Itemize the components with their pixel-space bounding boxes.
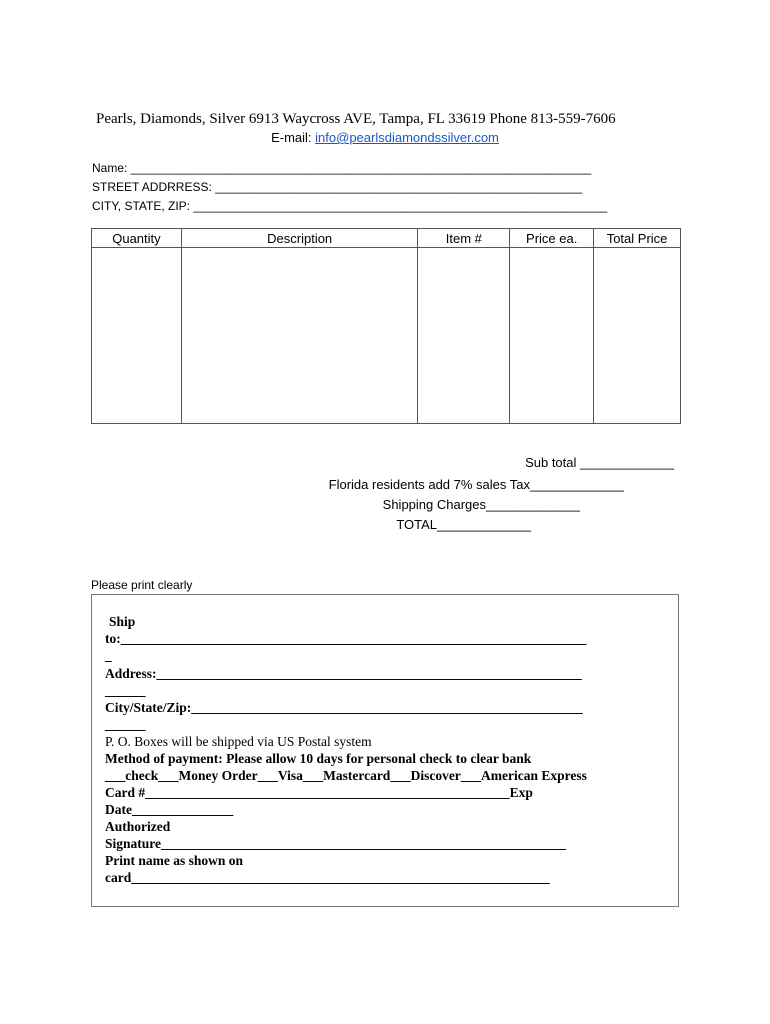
- signature-field[interactable]: Signature____________________________________________________________: [105, 836, 567, 851]
- order-table: [91, 228, 681, 424]
- ship-to-continuation: _: [105, 648, 112, 663]
- street-address-field[interactable]: STREET ADDRRESS: _______________________________________________________: [92, 180, 583, 194]
- ship-label: Ship: [109, 614, 136, 629]
- po-boxes-note: P. O. Boxes will be shipped via US Postal system: [105, 734, 372, 749]
- price-each-cell[interactable]: [510, 248, 594, 424]
- order-table-header: [92, 229, 681, 248]
- quantity-cell[interactable]: [92, 248, 182, 424]
- shipping-charges-line[interactable]: Shipping Charges_____________: [382, 497, 580, 512]
- authorized-label: Authorized: [105, 819, 171, 834]
- city-state-zip-ship-field[interactable]: City/State/Zip:__________________________________________________________: [105, 700, 583, 715]
- city-state-zip-field[interactable]: CITY, STATE, ZIP: ______________________________________________________________: [92, 199, 608, 213]
- payment-method-note: Method of payment: Please allow 10 days for personal check to clear bank: [105, 751, 532, 766]
- card-name-field[interactable]: card______________________________________________________________: [105, 870, 550, 885]
- item-number-cell[interactable]: [418, 248, 510, 424]
- sales-tax-line[interactable]: Florida residents add 7% sales Tax_____________: [328, 477, 624, 492]
- table-row: [92, 248, 681, 424]
- date-field[interactable]: Date_______________: [105, 802, 234, 817]
- company-header: Pearls, Diamonds, Silver 6913 Waycross AVE, Tampa, FL 33619 Phone 813-559-7606: [96, 111, 616, 127]
- description-cell[interactable]: [181, 248, 418, 424]
- address-continuation: ______: [105, 683, 146, 698]
- col-price-each: Price ea.: [510, 229, 594, 248]
- email-label: E-mail:: [271, 130, 316, 145]
- address-field[interactable]: Address:_______________________________________________________________: [105, 666, 582, 681]
- city-continuation: ______: [105, 717, 146, 732]
- ship-to-field[interactable]: to:_____________________________________________________________________: [105, 631, 587, 646]
- card-number-field[interactable]: Card #______________________________________________________Exp: [105, 785, 533, 800]
- col-quantity: Quantity: [92, 229, 182, 248]
- total-line[interactable]: TOTAL_____________: [396, 517, 531, 532]
- please-print-note: Please print clearly: [91, 578, 193, 592]
- name-field[interactable]: Name: _____________________________________________________________________: [92, 161, 592, 175]
- col-item-number: Item #: [418, 229, 510, 248]
- col-description: Description: [181, 229, 418, 248]
- email-link[interactable]: info@pearlsdiamondssilver.com: [315, 130, 499, 145]
- payment-options[interactable]: ___check___Money Order___Visa___Mastercard___Discover___American Express: [105, 768, 587, 783]
- email-line: [0, 130, 770, 145]
- subtotal-line[interactable]: Sub total _____________: [525, 455, 674, 470]
- total-price-cell[interactable]: [594, 248, 681, 424]
- col-total-price: Total Price: [594, 229, 681, 248]
- print-name-label: Print name as shown on: [105, 853, 244, 868]
